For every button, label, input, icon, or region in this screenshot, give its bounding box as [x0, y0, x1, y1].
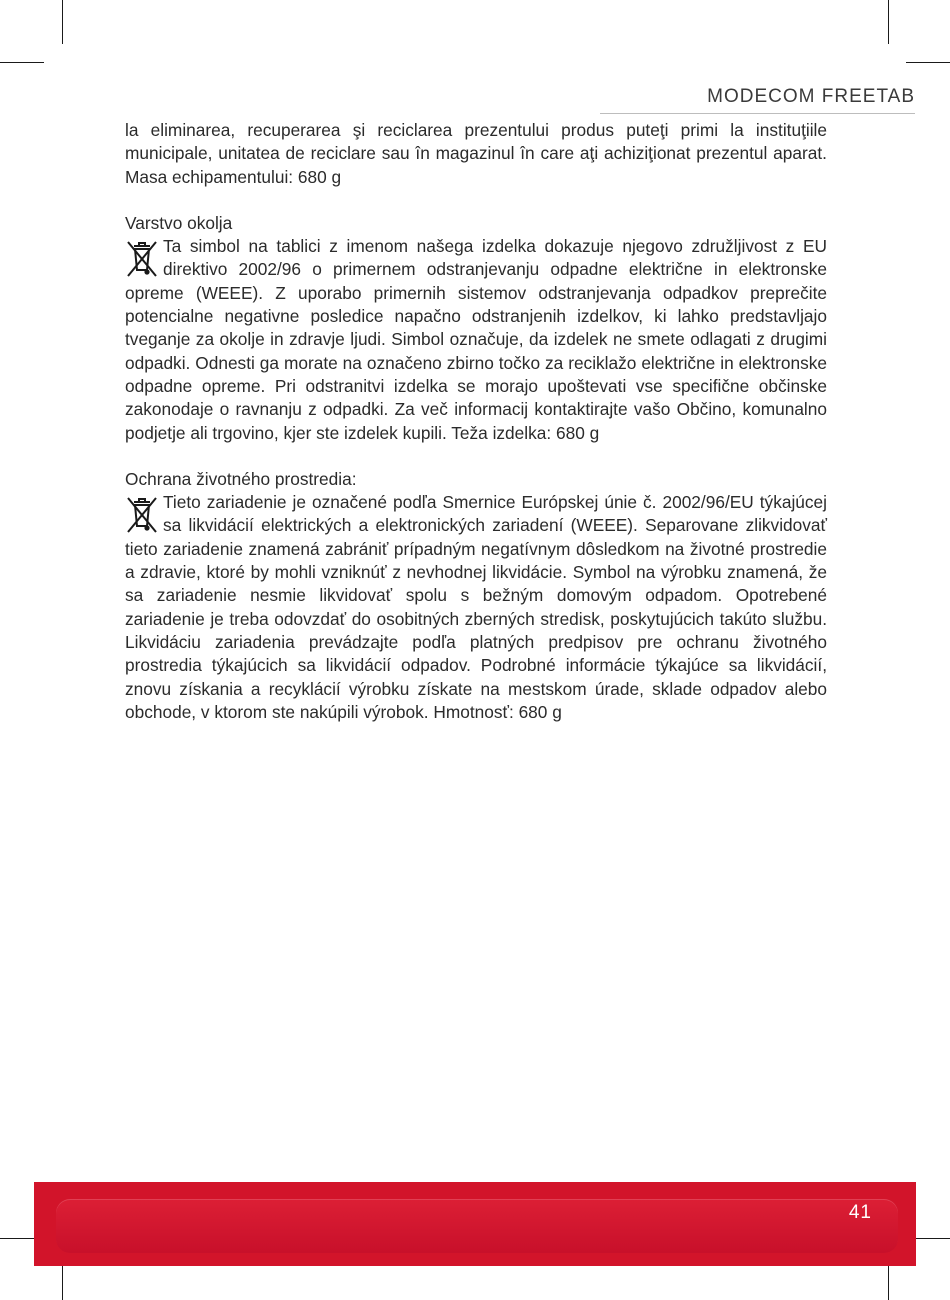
crop-mark: [0, 62, 44, 63]
page-number: 41: [848, 1202, 872, 1223]
weee-bin-icon: [125, 238, 159, 280]
slovenian-section: [125, 235, 827, 445]
slovak-section: [125, 491, 827, 724]
slovenian-weee-text: Ta simbol na tablici z imenom našega izdelka dokazuje njegovo združljivost z EU direktivo 2002/96 o primernem odstranjevanju odpadne električne in elektronske opreme (WEEE). Z uporabo primernih sistemov odstranjevanja odpadkov preprečite potencialne negativne posledice napačno odstranjenih izdelkov, ki lahko predstavljajo tveganje za okolje in zdravje ljudi. Simbol označuje, da izdelek ne smete odlagati z drugimi odpadki. Odnesti ga morate na označeno zbirno točko za reciklažo električne in elektronske odpadne opreme. Pri odstranitvi izdelka se morajo upoštevati vse specifične občinske zakonodaje o ravnanju z odpadki. Za več informacij kontaktirajte vašo Občino, komunalno podjetje ali trgovino, kjer ste izdelek kupili. Teža izdelka: 680 g: [125, 236, 827, 443]
page-content: [125, 119, 827, 724]
crop-mark: [888, 0, 889, 44]
header-divider: [600, 113, 915, 114]
weee-bin-icon: [125, 494, 159, 536]
footer-inner-panel: [56, 1199, 898, 1253]
slovak-weee-text: Tieto zariadenie je označené podľa Smernice Európskej únie č. 2002/96/EU týkajúcej sa likvidácií elektrických a elektronických zariadení (WEEE). Separovane zlikvidovať tieto zariadenie znamená zabrániť prípadným negatívnym dôsledkom na životné prostredie a zdravie, ktoré by mohli vzniknúť z nevhodnej likvidácie. Symbol na výrobku znamená, že sa zariadenie nesmie likvidovať spolu s bežným domovým odpadom. Opotrebené zariadenie je treba odovzdať do osobitných zberných stredisk, poskytujúcich takúto službu. Likvidáciu zariadenia prevádzajte podľa platných predpisov pre ochranu životného prostredia týkajúcich sa likvidácií odpadov. Podrobné informácie týkajúce sa likvidácií, znovu získania a recyklácií výrobku získate na mestskom úrade, sklade odpadov alebo obchode, v ktorom ste nakúpili výrobok. Hmotnosť: 680 g: [125, 492, 827, 722]
page-header-title: MODECOM FREETAB: [707, 86, 915, 107]
slovenian-section-title: Varstvo okolja: [125, 212, 233, 233]
crop-mark: [62, 0, 63, 44]
crop-mark: [906, 62, 950, 63]
slovak-section-title: Ochrana životného prostredia:: [125, 468, 357, 489]
romanian-disposal-text: la eliminarea, recuperarea şi reciclarea prezentului produs puteţi primi la instituţiile municipale, unitatea de reciclare sau în magazinul în care aţi achiziţionat prezentul aparat. Masa echipamentului: 680 g: [125, 120, 827, 187]
